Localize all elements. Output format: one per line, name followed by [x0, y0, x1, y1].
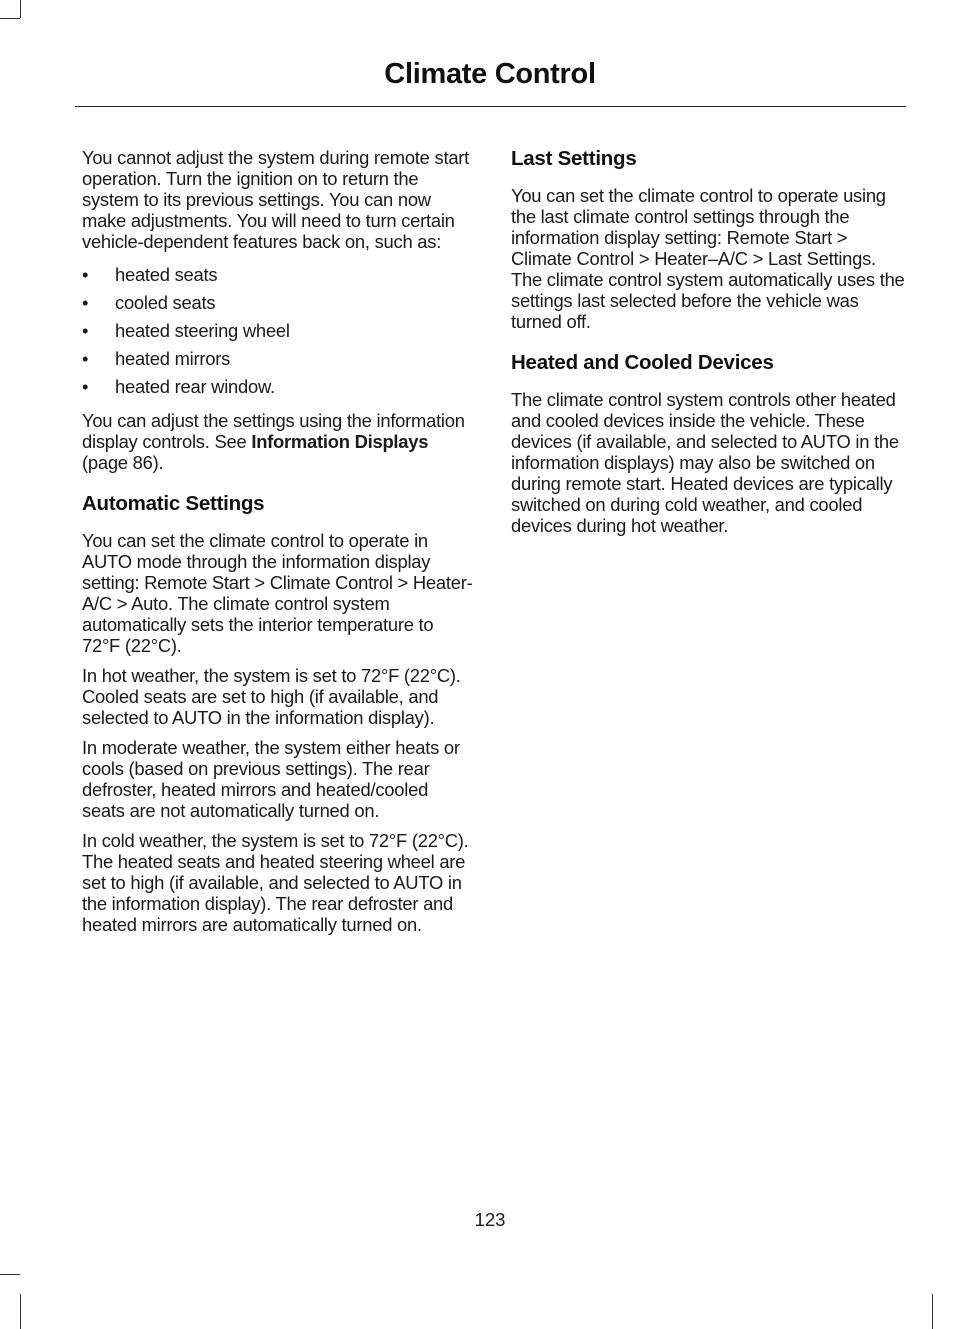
list-item: • cooled seats [82, 289, 474, 317]
auto-paragraph-2: In hot weather, the system is set to 72°F (22°C). Cooled seats are set to high (if available, and selected to AUTO in the information display). [82, 665, 461, 728]
list-item: • heated steering wheel [82, 317, 474, 345]
last-settings-heading: Last Settings [511, 147, 637, 170]
page-number: 123 [474, 1209, 506, 1230]
auto-paragraph-1: You can set the climate control to operate in AUTO mode through the information display setting: Remote Start > Climate Control > Heater-A/C > Auto. The climate control system automatically sets the interior temperature to 72°F (22°C). [82, 530, 473, 656]
crop-mark-top-left-horizontal [0, 18, 20, 19]
bullet-icon: • [82, 264, 89, 285]
intro-paragraph: You cannot adjust the system during remote start operation. Turn the ignition on to return the system to its previous settings. You can now make adjustments. You will need to turn certain vehicle-dependent features back on, such as: [82, 147, 470, 252]
auto-paragraph-4: In cold weather, the system is set to 72°F (22°C). The heated seats and heated steering wheel are set to high (if available, and selected to AUTO in the information display). The rear defroster and heated mirrors are automatically turned on. [82, 830, 469, 935]
list-item: • heated mirrors [82, 345, 474, 373]
bullet-icon: • [82, 376, 89, 397]
header-rule [75, 106, 906, 107]
bullet-icon: • [82, 320, 89, 341]
crop-mark-bottom-left-horizontal [0, 1274, 20, 1275]
crop-mark-top-left-vertical [20, 0, 21, 18]
automatic-settings-heading: Automatic Settings [82, 492, 265, 515]
adjust-paragraph: You can adjust the settings using the information display controls. See Information Displays (page 86). [82, 410, 465, 473]
crop-mark-bottom-right-vertical [932, 1294, 933, 1329]
list-item: • heated rear window. [82, 373, 474, 401]
last-settings-paragraph: You can set the climate control to operate using the last climate control settings through the information display setting: Remote Start > Climate Control > Heater–A/C > Last Settings. The climate control system automatically uses the settings last selected before the vehicle was turned off. [511, 185, 905, 332]
cross-reference-link[interactable]: Information Displays [251, 431, 429, 452]
bullet-icon: • [82, 292, 89, 313]
auto-paragraph-3: In moderate weather, the system either heats or cools (based on previous settings). The rear defroster, heated mirrors and heated/cooled seats are not automatically turned on. [82, 737, 460, 821]
right-column [511, 147, 906, 545]
heated-cooled-devices-heading: Heated and Cooled Devices [511, 351, 774, 374]
page-title: Climate Control [384, 58, 596, 90]
devices-paragraph: The climate control system controls other heated and cooled devices inside the vehicle. These devices (if available, and selected to AUTO in the information displays) may also be switched on during remote start. Heated devices are typically switched on during cold weather, and cooled devices during hot weather. [511, 389, 899, 536]
crop-mark-bottom-left-vertical [20, 1294, 21, 1329]
list-item: • heated seats [82, 261, 474, 289]
feature-list [82, 261, 474, 401]
bullet-icon: • [82, 348, 89, 369]
left-column [82, 147, 474, 944]
cross-reference-page: (page 86). [82, 452, 164, 473]
